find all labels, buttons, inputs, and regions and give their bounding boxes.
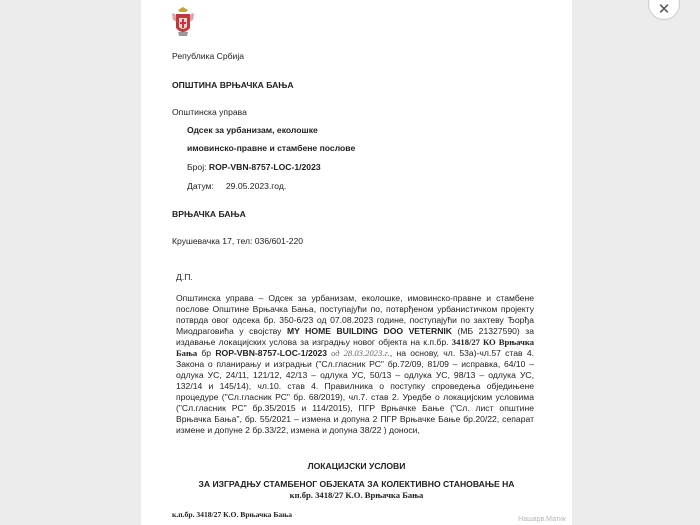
administration-name: Општинска управа [172,107,247,117]
coat-of-arms-icon [169,6,197,40]
department-line-1: Одсек за урбанизам, еколошке [187,125,318,135]
parcel-footer-line: к.п.бр. 3418/27 К.О. Врњачка Бања [172,510,292,519]
number-value: ROP-VBN-8757-LOC-1/2023 [208,162,321,172]
paragraph-part-1: Општинска управа – Одсек за урбанизам, еколошке, имовинско-правне и стамбене послове Општине Врњачка Бања, поступајући по, потврђеном урбанистичком пројекту потврда овог одсека бр. 350-6/23 од 07.08.2023 године, поступајући по захтеву Ђорђа Миодраговића у својству [176,293,534,336]
paragraph-part-2: (МБ 21327590) за издавање локацијских услова за изградњу новог објекта на к.п.бр. [176,326,534,347]
viewer-left-backdrop [0,0,140,525]
decision-heading: ЛОКАЦИЈСКИ УСЛОВИ [307,461,406,471]
document-number [187,162,321,173]
parcel-number: 3418/27 КО Врњачка Бања [176,337,534,358]
body-paragraph [176,293,534,436]
country-name: Република Србија [172,51,245,61]
department-line-2: имовинско-правне и стамбене послове [187,143,356,153]
number-label: Број: [187,162,207,172]
dp-mark: Д.П. [176,272,193,282]
document-page [141,0,572,525]
company-name: MY HOME BUILDING DOO VETERNIK [286,326,453,336]
reference-date: од 28.03.2023.г. [327,348,390,358]
date-label: Датум: [187,181,214,191]
decision-subtitle-2: кп.бр. 3418/27 К.О. Врњачка Бања [289,490,424,500]
document-date [187,181,286,192]
viewer-right-backdrop [572,0,700,525]
paragraph-part-4: , на основу, чл. 53а)-чл.57 став 4. Закона о планирању и изградњи ("Сл.гласник РС" бр.72/09, 81/09 – исправка, 64/10 – одлука УС, 24/11, 121/12, 42/13 – одлука УС, 50/13 – одлука УС, 98/13 – одлука УС, 132/14 и 145/14), чл.10. став 4. Правилника о поступку спроведења обједињене процедуре ("Сл.гласник РС" бр. 68/2019), чл.7. став 2. Уредбе о локацијским условима ("Сл.гласник РС" бр.35/2015 и 114/2015), ПГР Врњачке Бање ("Сл. лист општине Врњачка Бања", бр. 55/2021 – измена и допуна 2 ПГР Врњачке Бање бр.20/22, сепарат измене и допуне 2 бр.33/22, измена и допуна 38/22 ) доноси, [176,348,534,435]
date-value: 29.05.2023.год. [225,181,287,191]
reference-number: ROP-VBN-8757-LOC-1/2023 [215,348,328,358]
address: Крушевачка 17, тел: 036/601-220 [172,236,304,246]
municipality-name: ОПШТИНА ВРЊАЧКА БАЊА [172,80,294,90]
paragraph-part-3: бр [197,348,216,358]
decision-subtitle-1: ЗА ИЗГРАДЊУ СТАМБЕНОГ ОБЈЕКАТА ЗА КОЛЕКТИВНО СТАНОВАЊЕ НА [198,479,515,489]
close-icon[interactable]: ✕ [648,0,680,20]
watermark: Нашарв.Матик [518,516,566,523]
city-name: ВРЊАЧКА БАЊА [172,209,246,219]
